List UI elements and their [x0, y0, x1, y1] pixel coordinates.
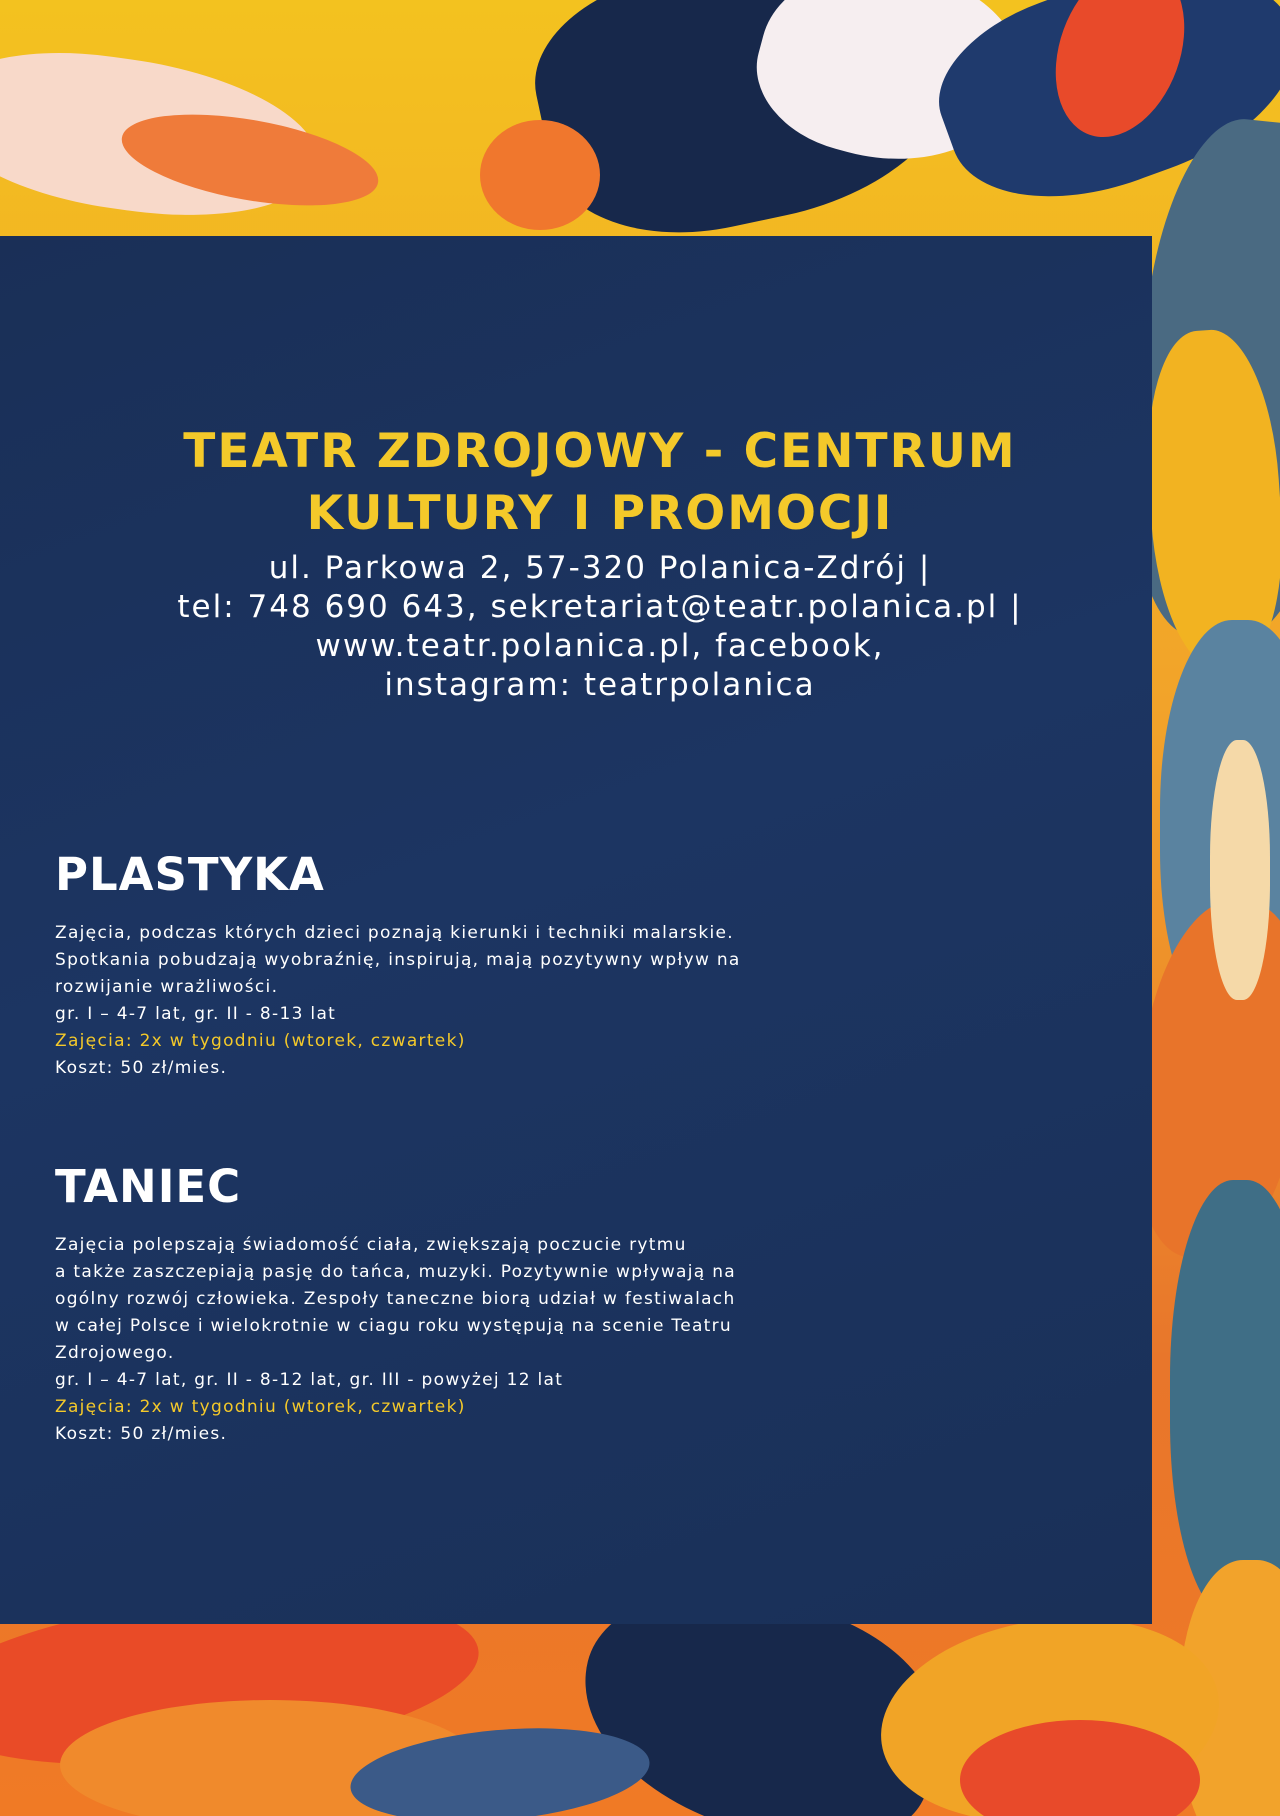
- contact-line: tel: 748 690 643, sekretariat@teatr.polanica.pl |: [177, 589, 1023, 625]
- header: [0, 421, 1200, 705]
- cost: Koszt: 50 zł/mies.: [55, 1058, 228, 1078]
- section-plastyka: [55, 848, 895, 1082]
- content-panel: [0, 236, 1152, 1624]
- description-line: a także zaszczepiają pasję do tańca, muzyki. Pozytywnie wpływają na: [55, 1262, 736, 1282]
- section-title: PLASTYKA: [55, 848, 325, 901]
- age-groups: gr. I – 4-7 lat, gr. II - 8-13 lat: [55, 1004, 337, 1024]
- description-line: Spotkania pobudzają wyobraźnię, inspirują, mają pozytywny wpływ na: [55, 950, 741, 970]
- schedule: Zajęcia: 2x w tygodniu (wtorek, czwartek): [55, 1397, 466, 1417]
- description-line: Zajęcia, podczas których dzieci poznają kierunki i techniki malarskie.: [55, 923, 734, 943]
- age-groups: gr. I – 4-7 lat, gr. II - 8-12 lat, gr. III - powyżej 12 lat: [55, 1370, 564, 1390]
- schedule: Zajęcia: 2x w tygodniu (wtorek, czwartek): [55, 1031, 466, 1051]
- cost: Koszt: 50 zł/mies.: [55, 1424, 228, 1444]
- contact-info: [0, 549, 1200, 705]
- description-line: Zdrojowego.: [55, 1343, 175, 1363]
- section-taniec: [55, 1160, 895, 1448]
- section-body: [55, 1232, 895, 1448]
- description-line: rozwijanie wrażliwości.: [55, 977, 279, 997]
- description-line: w całej Polsce i wielokrotnie w ciagu roku występują na scenie Teatru: [55, 1316, 733, 1336]
- page-title: [0, 421, 1200, 545]
- website-line: www.teatr.polanica.pl, facebook,: [315, 628, 885, 664]
- description-line: ogólny rozwój człowieka. Zespoły taneczne biorą udział w festiwalach: [55, 1289, 736, 1309]
- address-line: ul. Parkowa 2, 57-320 Polanica-Zdrój |: [268, 550, 932, 586]
- title-line: TEATR ZDROJOWY - CENTRUM: [183, 424, 1017, 479]
- paint-stroke: [480, 120, 600, 230]
- description-line: Zajęcia polepszają świadomość ciała, zwiększają poczucie rytmu: [55, 1235, 687, 1255]
- section-body: [55, 920, 895, 1082]
- paint-stroke: [1210, 740, 1270, 1000]
- paint-stroke: [1170, 1180, 1280, 1620]
- title-line: KULTURY I PROMOCJI: [306, 486, 894, 541]
- instagram-line: instagram: teatrpolanica: [384, 667, 816, 703]
- section-title: TANIEC: [55, 1160, 242, 1213]
